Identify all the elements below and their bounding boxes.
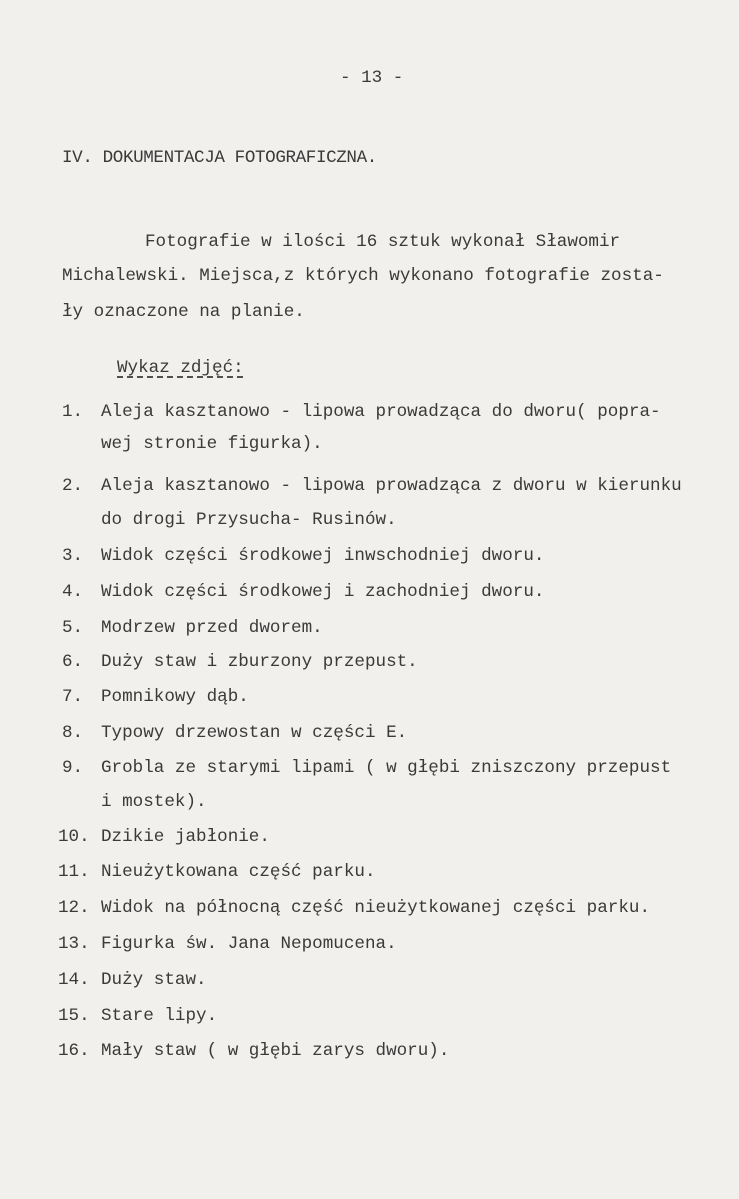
list-item-number: 15. [58, 1006, 90, 1026]
list-item-number: 3. [62, 546, 84, 566]
list-item-text: Figurka św. Jana Nepomucena. [101, 934, 397, 954]
list-item-text: Aleja kasztanowo - lipowa prowadząca z dworu w kierunku [101, 476, 682, 496]
list-item-text: i mostek). [101, 792, 207, 812]
list-item-text: Widok na północną część nieużytkowanej części parku. [101, 898, 651, 918]
list-item-number: 13. [58, 934, 90, 954]
list-item-number: 2. [62, 476, 84, 496]
list-item-text: Aleja kasztanowo - lipowa prowadząca do dworu( popra- [101, 402, 661, 422]
list-item-number: 14. [58, 970, 90, 990]
list-item-text: wej stronie figurka). [101, 434, 323, 454]
list-item-text: Dzikie jabłonie. [101, 827, 270, 847]
list-item-text: do drogi Przysucha- Rusinów. [101, 510, 397, 530]
list-item-text: Typowy drzewostan w części E. [101, 723, 408, 743]
list-item-number: 8. [62, 723, 84, 743]
list-item-text: Pomnikowy dąb. [101, 687, 249, 707]
list-item-number: 4. [62, 582, 84, 602]
list-item-text: Duży staw. [101, 970, 207, 990]
list-item-number: 16. [58, 1041, 90, 1061]
list-heading: Wykaz zdjęć: [117, 358, 244, 378]
list-item-text: Modrzew przed dworem. [101, 618, 323, 638]
intro-line: Fotografie w ilości 16 sztuk wykonał Sławomir [145, 232, 621, 252]
list-item-number: 10. [58, 827, 90, 847]
intro-line: Michalewski. Miejsca,z których wykonano fotografie zosta- [62, 266, 664, 286]
list-item-text: Widok części środkowej i zachodniej dworu. [101, 582, 545, 602]
page-number: - 13 - [340, 68, 404, 88]
list-item-text: Nieużytkowana część parku. [101, 862, 376, 882]
list-item-number: 1. [62, 402, 84, 422]
list-item-number: 6. [62, 652, 84, 672]
list-item-text: Grobla ze starymi lipami ( w głębi zniszczony przepust [101, 758, 672, 778]
list-item-text: Duży staw i zburzony przepust. [101, 652, 418, 672]
list-item-text: Stare lipy. [101, 1006, 218, 1026]
list-item-text: Widok części środkowej inwschodniej dworu. [101, 546, 545, 566]
list-item-text: Mały staw ( w głębi zarys dworu). [101, 1041, 450, 1061]
list-item-number: 5. [62, 618, 84, 638]
section-title: IV. DOKUMENTACJA FOTOGRAFICZNA. [62, 148, 377, 168]
list-item-number: 9. [62, 758, 84, 778]
list-item-number: 12. [58, 898, 90, 918]
list-item-number: 11. [58, 862, 90, 882]
intro-line: ły oznaczone na planie. [62, 302, 305, 322]
list-item-number: 7. [62, 687, 84, 707]
